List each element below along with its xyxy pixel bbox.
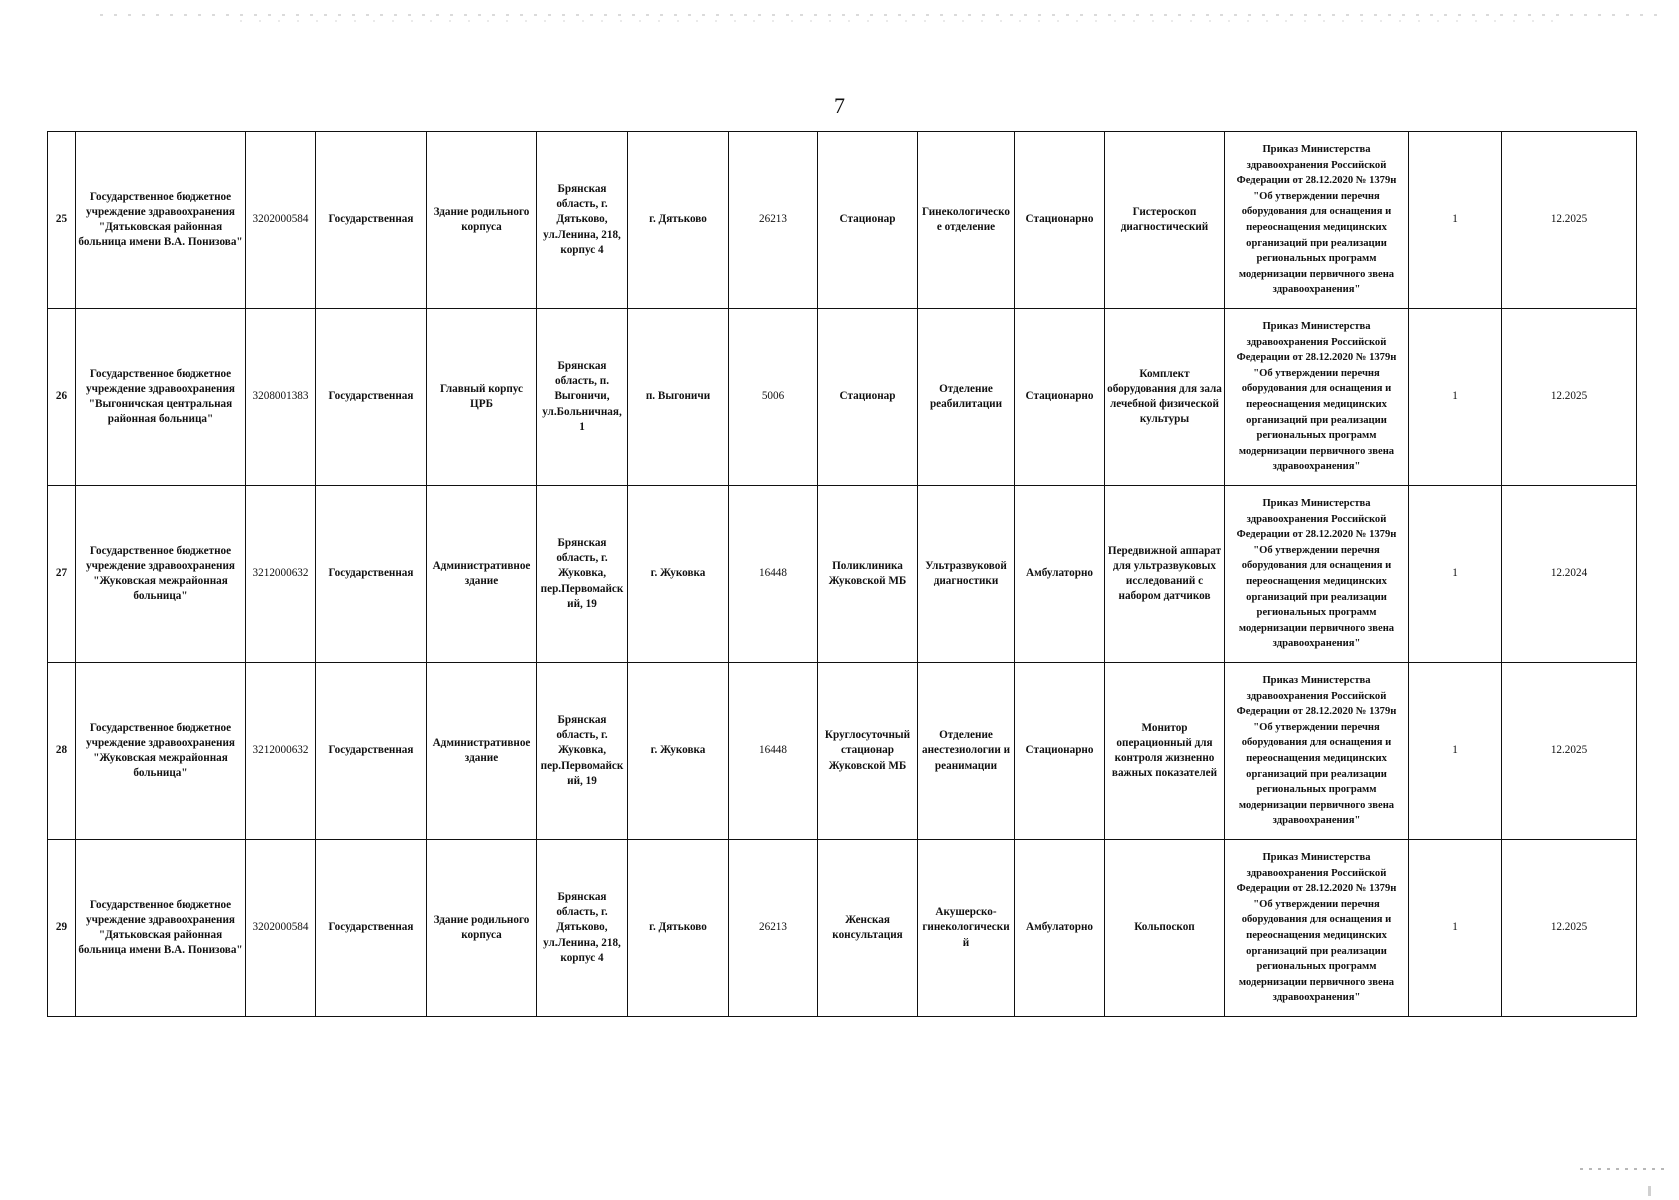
row-number: 25 — [48, 132, 76, 309]
address-cell: Брянская область, г. Жуковка, пер.Первомайский, 19 — [537, 663, 628, 840]
inn-cell: 3202000584 — [246, 132, 316, 309]
building-cell: Главный корпус ЦРБ — [427, 309, 537, 486]
care-form-cell: Стационарно — [1015, 309, 1105, 486]
department-cell: Отделение анестезиологии и реанимации — [918, 663, 1015, 840]
equipment-table — [47, 131, 1637, 1017]
inn-cell: 3212000632 — [246, 663, 316, 840]
unit-cell: Стационар — [818, 309, 918, 486]
ownership-cell: Государственная — [316, 663, 427, 840]
unit-cell: Поликлиника Жуковской МБ — [818, 486, 918, 663]
address-cell: Брянская область, г. Жуковка, пер.Первомайский, 19 — [537, 486, 628, 663]
row-number: 27 — [48, 486, 76, 663]
locality-cell: г. Дятьково — [628, 840, 729, 1017]
legal-basis-cell: Приказ Министерства здравоохранения Российской Федерации от 28.12.2020 № 1379н "Об утверждении перечня оборудования для оснащения и переоснащения медицинских организаций при реализации региональных программ модернизации первичного звена здравоохранения" — [1225, 309, 1409, 486]
quantity-cell: 1 — [1409, 663, 1502, 840]
scan-artifact — [1648, 1186, 1651, 1196]
equipment-cell: Кольпоскоп — [1105, 840, 1225, 1017]
department-cell: Акушерско-гинекологический — [918, 840, 1015, 1017]
care-form-cell: Амбулаторно — [1015, 486, 1105, 663]
table-row — [48, 309, 1637, 486]
scan-artifact — [240, 20, 1560, 22]
inn-cell: 3212000632 — [246, 486, 316, 663]
legal-basis-cell: Приказ Министерства здравоохранения Российской Федерации от 28.12.2020 № 1379н "Об утверждении перечня оборудования для оснащения и переоснащения медицинских организаций при реализации региональных программ модернизации первичного звена здравоохранения" — [1225, 486, 1409, 663]
care-form-cell: Амбулаторно — [1015, 840, 1105, 1017]
organization-cell: Государственное бюджетное учреждение здравоохранения "Жуковская межрайонная больница" — [76, 663, 246, 840]
population-cell: 26213 — [729, 840, 818, 1017]
building-cell: Здание родильного корпуса — [427, 840, 537, 1017]
locality-cell: г. Жуковка — [628, 663, 729, 840]
building-cell: Административное здание — [427, 486, 537, 663]
locality-cell: г. Жуковка — [628, 486, 729, 663]
legal-basis-cell: Приказ Министерства здравоохранения Российской Федерации от 28.12.2020 № 1379н "Об утверждении перечня оборудования для оснащения и переоснащения медицинских организаций при реализации региональных программ модернизации первичного звена здравоохранения" — [1225, 663, 1409, 840]
department-cell: Отделение реабилитации — [918, 309, 1015, 486]
organization-cell: Государственное бюджетное учреждение здравоохранения "Выгоничская центральная районная больница" — [76, 309, 246, 486]
inn-cell: 3202000584 — [246, 840, 316, 1017]
population-cell: 16448 — [729, 486, 818, 663]
table-row — [48, 132, 1637, 309]
care-form-cell: Стационарно — [1015, 132, 1105, 309]
address-cell: Брянская область, г. Дятьково, ул.Ленина, 218, корпус 4 — [537, 132, 628, 309]
locality-cell: г. Дятьково — [628, 132, 729, 309]
scan-artifact — [100, 14, 1660, 16]
organization-cell: Государственное бюджетное учреждение здравоохранения "Жуковская межрайонная больница" — [76, 486, 246, 663]
table-row — [48, 840, 1637, 1017]
ownership-cell: Государственная — [316, 840, 427, 1017]
ownership-cell: Государственная — [316, 309, 427, 486]
building-cell: Здание родильного корпуса — [427, 132, 537, 309]
inn-cell: 3208001383 — [246, 309, 316, 486]
legal-basis-cell: Приказ Министерства здравоохранения Российской Федерации от 28.12.2020 № 1379н "Об утверждении перечня оборудования для оснащения и переоснащения медицинских организаций при реализации региональных программ модернизации первичного звена здравоохранения" — [1225, 132, 1409, 309]
ownership-cell: Государственная — [316, 132, 427, 309]
locality-cell: п. Выгоничи — [628, 309, 729, 486]
date-cell: 12.2025 — [1502, 663, 1637, 840]
row-number: 26 — [48, 309, 76, 486]
organization-cell: Государственное бюджетное учреждение здравоохранения "Дятьковская районная больница имени В.А. Понизова" — [76, 840, 246, 1017]
date-cell: 12.2025 — [1502, 309, 1637, 486]
ownership-cell: Государственная — [316, 486, 427, 663]
equipment-cell: Передвижной аппарат для ультразвуковых исследований с набором датчиков — [1105, 486, 1225, 663]
row-number: 28 — [48, 663, 76, 840]
population-cell: 16448 — [729, 663, 818, 840]
population-cell: 26213 — [729, 132, 818, 309]
table-row — [48, 486, 1637, 663]
department-cell: Гинекологическое отделение — [918, 132, 1015, 309]
legal-basis-cell: Приказ Министерства здравоохранения Российской Федерации от 28.12.2020 № 1379н "Об утверждении перечня оборудования для оснащения и переоснащения медицинских организаций при реализации региональных программ модернизации первичного звена здравоохранения" — [1225, 840, 1409, 1017]
equipment-cell: Гистероскоп диагностический — [1105, 132, 1225, 309]
quantity-cell: 1 — [1409, 840, 1502, 1017]
date-cell: 12.2025 — [1502, 132, 1637, 309]
table-row — [48, 663, 1637, 840]
equipment-cell: Монитор операционный для контроля жизненно важных показателей — [1105, 663, 1225, 840]
unit-cell: Круглосуточный стационар Жуковской МБ — [818, 663, 918, 840]
quantity-cell: 1 — [1409, 132, 1502, 309]
department-cell: Ультразвуковой диагностики — [918, 486, 1015, 663]
organization-cell: Государственное бюджетное учреждение здравоохранения "Дятьковская районная больница имени В.А. Понизова" — [76, 132, 246, 309]
equipment-cell: Комплект оборудования для зала лечебной физической культуры — [1105, 309, 1225, 486]
date-cell: 12.2025 — [1502, 840, 1637, 1017]
population-cell: 5006 — [729, 309, 818, 486]
page-number: 7 — [834, 93, 845, 118]
row-number: 29 — [48, 840, 76, 1017]
unit-cell: Женская консультация — [818, 840, 918, 1017]
quantity-cell: 1 — [1409, 309, 1502, 486]
address-cell: Брянская область, г. Дятьково, ул.Ленина, 218, корпус 4 — [537, 840, 628, 1017]
unit-cell: Стационар — [818, 132, 918, 309]
care-form-cell: Стационарно — [1015, 663, 1105, 840]
quantity-cell: 1 — [1409, 486, 1502, 663]
scan-artifact — [1580, 1168, 1666, 1170]
address-cell: Брянская область, п. Выгоничи, ул.Больничная, 1 — [537, 309, 628, 486]
building-cell: Административное здание — [427, 663, 537, 840]
date-cell: 12.2024 — [1502, 486, 1637, 663]
